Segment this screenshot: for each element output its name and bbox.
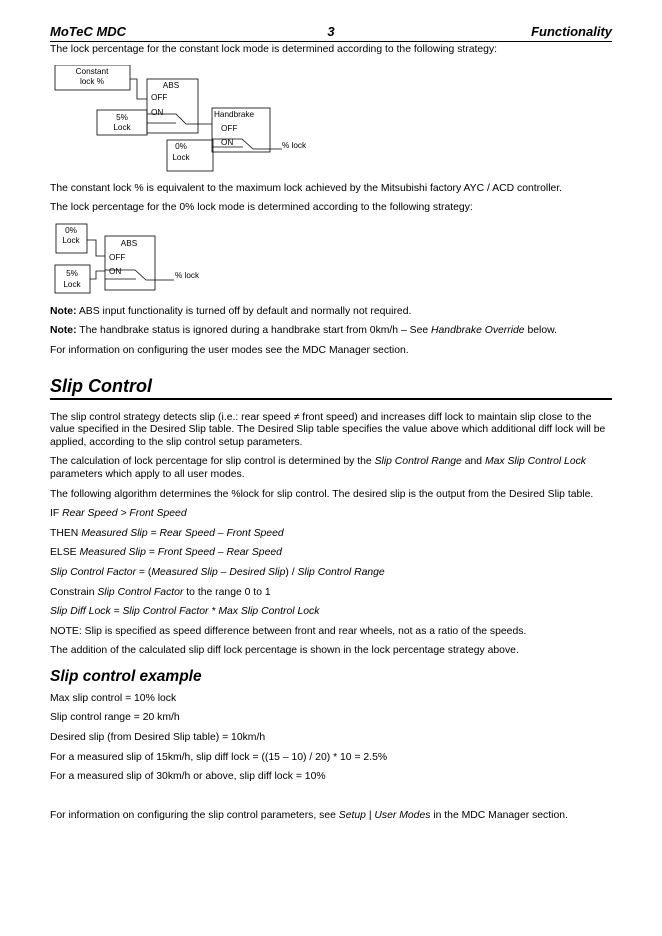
slip-calculation-paragraph <box>50 456 612 481</box>
example-line-4: For a measured slip of 15km/h, slip diff lock = ((15 – 10) / 20) * 10 = 2.5% <box>50 751 388 763</box>
slip-config-text-a: For information on configuring the slip control parameters, see <box>50 809 339 821</box>
alg-if-kw: IF <box>50 508 63 520</box>
zero-lock2-label-1: 0% <box>65 225 77 235</box>
slip-addition: The addition of the calculated slip diff lock percentage is shown in the lock percentage strategy above. <box>50 645 519 657</box>
alg-diff-line <box>50 606 612 619</box>
note-handbrake-text: The handbrake status is ignored during a handbrake start from 0km/h – See <box>76 325 432 337</box>
constant-lock-label-1: Constant <box>75 66 109 76</box>
alg-factor-e: Slip Control Range <box>297 566 385 578</box>
lock-output-label-2: % lock <box>175 270 200 280</box>
user-modes-ref: User Modes <box>374 809 431 821</box>
zero-lock-diagram <box>50 221 612 297</box>
note-abs-label: Note: <box>50 305 77 317</box>
calc-slip-control-range: Slip Control Range <box>374 456 462 468</box>
slip-note: NOTE: Slip is specified as speed difference between front and rear wheels, not as a ratio of the speeds. <box>50 625 527 637</box>
handbrake-off-label: OFF <box>221 123 238 133</box>
alg-else-kw: ELSE <box>50 547 80 559</box>
calc-max-slip-control-lock: Max Slip Control Lock <box>484 456 586 468</box>
page-header <box>50 24 612 42</box>
handbrake-override-ref: Handbrake Override <box>431 325 525 337</box>
setup-ref: Setup <box>338 809 366 821</box>
abs-off-label-1: OFF <box>151 92 168 102</box>
five-lock2-label-2: Lock <box>63 279 81 289</box>
alg-constrain-b: Slip Control Factor <box>97 586 184 598</box>
alg-then-expr: Measured Slip = Rear Speed – Front Speed <box>81 527 284 539</box>
alg-then-line <box>50 528 612 541</box>
calc-text-a: The calculation of lock percentage for slip control is determined by the <box>50 456 375 468</box>
slip-example-heading: Slip control example <box>50 667 202 685</box>
header-section: Functionality <box>531 24 612 39</box>
zero-lock-label-1: 0% <box>175 141 187 151</box>
alg-then-kw: THEN <box>50 527 82 539</box>
slip-control-heading: Slip Control <box>50 376 612 400</box>
alg-if-line <box>50 508 612 521</box>
alg-factor-d: ) / <box>285 566 298 578</box>
intro-paragraph: The lock percentage for the constant lock mode is determined according to the following strategy: <box>50 44 498 55</box>
example-line-5: For a measured slip of 30km/h or above, slip diff lock = 10% <box>50 771 326 783</box>
slip-control-intro: The slip control strategy detects slip (i.e.: rear speed ≠ front speed) and increases diff lock to maintain slip close to the value specified in the Desired Slip table. The Desired Slip table specifies the value above which additional diff lock will be applied, according to the slip control setup parameters. <box>50 411 606 448</box>
slip-config-sep: | <box>365 809 375 821</box>
header-title: MoTeC MDC <box>50 24 127 39</box>
alg-factor-c: Measured Slip – Desired Slip <box>151 566 286 578</box>
handbrake-on-label: ON <box>221 137 234 147</box>
note-abs-text: ABS input functionality is turned off by default and normally not required. <box>76 305 412 317</box>
constant-lock-label-2: lock % <box>79 76 105 86</box>
alg-factor-b: = ( <box>136 566 152 578</box>
abs-off-label-2: OFF <box>109 252 126 262</box>
note-handbrake <box>50 325 612 338</box>
alg-diff-expr: Slip Diff Lock = Slip Control Factor * Max Slip Control Lock <box>50 606 320 618</box>
example-line-2: Slip control range = 20 km/h <box>50 712 180 724</box>
example-line-1: Max slip control = 10% lock <box>50 692 177 704</box>
five-lock-label-1: 5% <box>116 112 128 122</box>
abs-on-label-2: ON <box>109 266 122 276</box>
alg-else-line <box>50 547 612 560</box>
alg-factor-a: Slip Control Factor <box>50 566 137 578</box>
zero-lock-paragraph: The lock percentage for the 0% lock mode is determined according to the following strategy: <box>50 202 473 214</box>
user-modes-info: For information on configuring the user modes see the MDC Manager section. <box>50 344 409 356</box>
alg-constrain-c: to the range 0 to 1 <box>183 586 271 598</box>
five-lock2-label-1: 5% <box>66 268 78 278</box>
alg-factor-line <box>50 567 612 580</box>
page-number: 3 <box>327 24 335 39</box>
abs-label-2: ABS <box>120 238 138 248</box>
alg-if-cond: Rear Speed > Front Speed <box>62 508 187 520</box>
alg-else-expr: Measured Slip = Front Speed – Rear Speed <box>79 547 282 559</box>
zero-lock-label-2: Lock <box>172 152 190 162</box>
note-handbrake-tail: below. <box>524 325 557 337</box>
abs-label-1: ABS <box>162 80 180 90</box>
alg-constrain-line <box>50 587 612 600</box>
note-abs <box>50 306 612 319</box>
alg-constrain-a: Constrain <box>50 586 98 598</box>
constant-equivalent-paragraph: The constant lock % is equivalent to the maximum lock achieved by the Mitsubishi factory AYC / ACD controller. <box>50 182 563 194</box>
zero-lock2-label-2: Lock <box>62 235 80 245</box>
abs-on-label-1: ON <box>151 107 164 117</box>
slip-config-info <box>50 810 612 823</box>
slip-config-text-e: in the MDC Manager section. <box>430 809 568 821</box>
algorithm-intro: The following algorithm determines the %lock for slip control. The desired slip is the output from the Desired Slip table. <box>50 488 594 500</box>
constant-lock-diagram <box>50 65 612 173</box>
document-page <box>50 24 612 822</box>
calc-text-e: parameters which apply to all user modes. <box>50 468 245 480</box>
lock-output-label-1: % lock <box>282 140 307 150</box>
note-handbrake-label: Note: <box>50 325 77 337</box>
handbrake-label: Handbrake <box>214 109 255 119</box>
calc-text-c: and <box>461 456 485 468</box>
five-lock-label-2: Lock <box>113 122 131 132</box>
example-line-3: Desired slip (from Desired Slip table) = 10km/h <box>50 732 266 744</box>
